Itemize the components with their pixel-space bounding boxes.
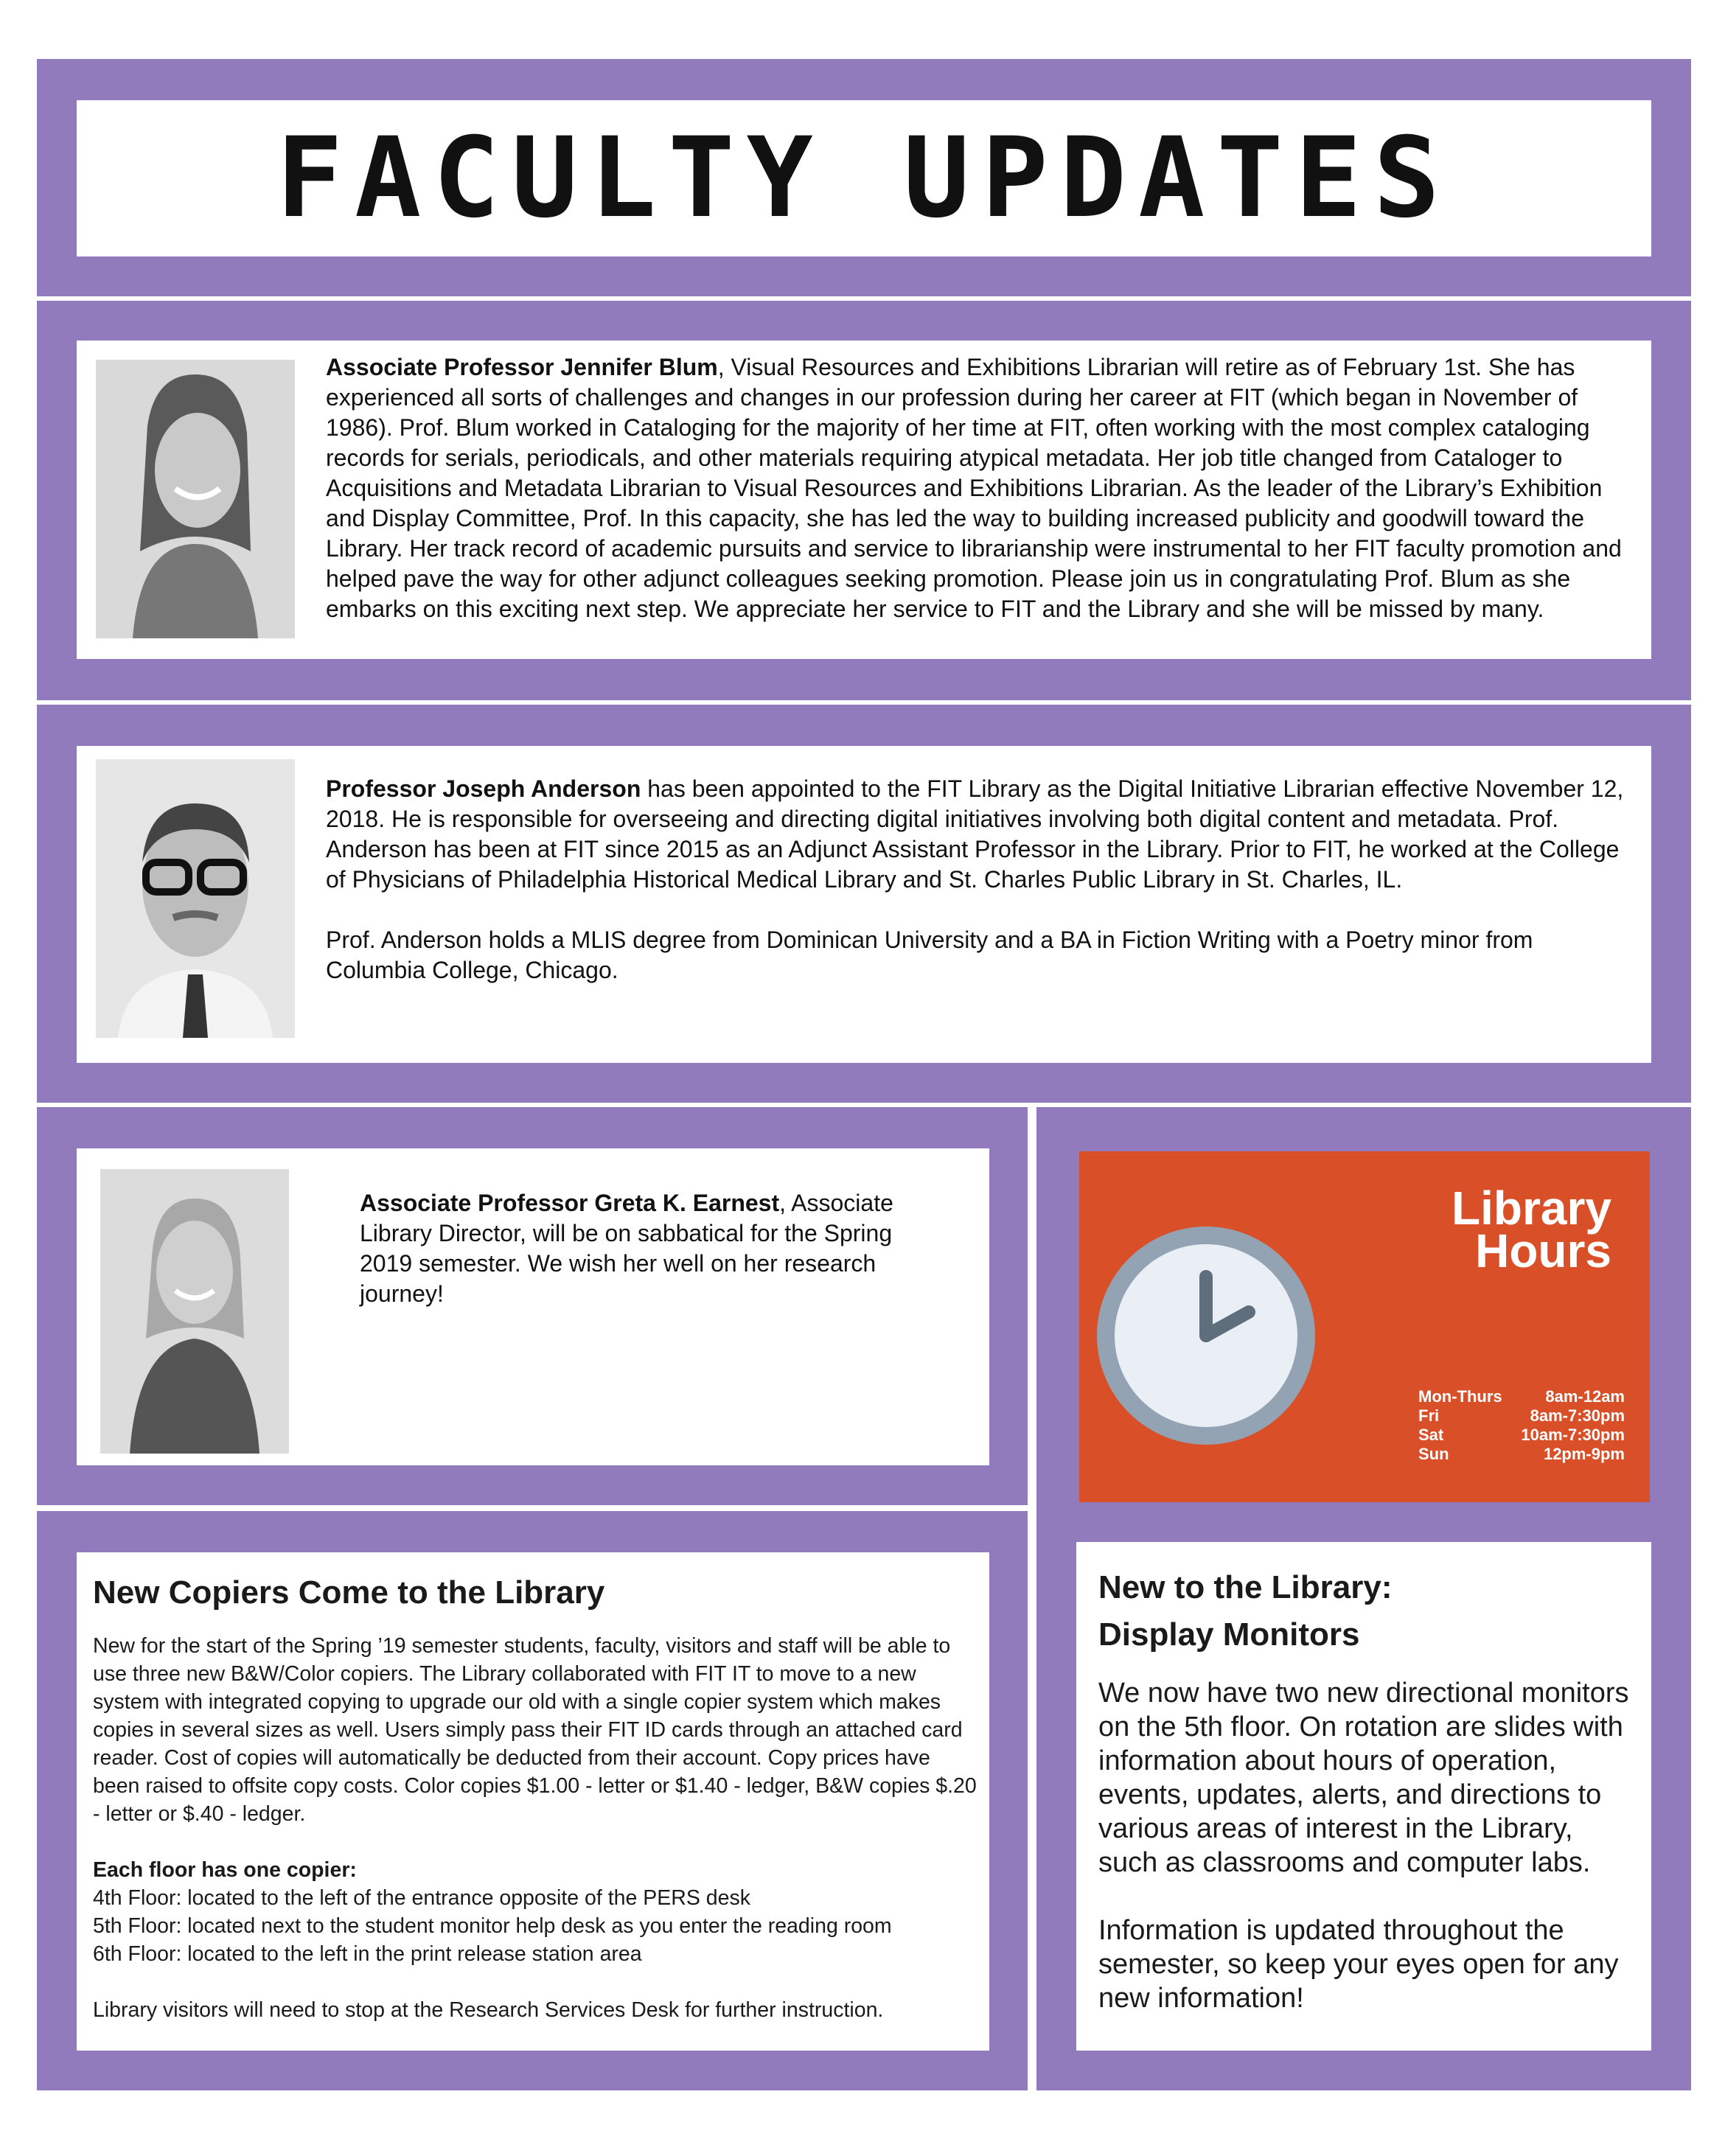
hours-table — [1418, 1387, 1625, 1464]
monitors-body — [1098, 1676, 1634, 2015]
hours-row: Sat 10am-7:30pm — [1418, 1426, 1625, 1444]
clock-icon — [1095, 1225, 1317, 1446]
blum-band — [37, 301, 1691, 700]
blum-text: , Visual Resources and Exhibitions Librarian will retire as of February 1st. She has experienced all sorts of challenges and changes in our profession during her career at FIT (which began in November of 1986). Prof. Blum worked in Cataloging for the majority of her time at FIT, often working with the most complex cataloging records for serials, periodicals, and other materials requiring atypical metadata. Her job title changed from Cataloger to Acquisitions and Metadata Librarian to Visual Resources and Exhibitions Librarian. As the leader of the Library’s Exhibition and Display Committee, Prof. In this capacity, she has led the way to building increased publicity and goodwill toward the Library. Her track record of academic pursuits and service to librarianship were instrumental to her FIT faculty promotion and helped pave the way for other adjunct colleagues seeking promotion. Please join us in congratulating Prof. Blum as she embarks on this exciting next step. We appreciate her service to FIT and the Library and she will be missed by many. — [326, 354, 1622, 622]
earnest-photo — [100, 1169, 289, 1454]
title-band — [37, 59, 1691, 296]
earnest-card — [77, 1148, 989, 1465]
hours-row: Sun 12pm-9pm — [1418, 1445, 1625, 1463]
copiers-body — [93, 1632, 978, 2024]
copiers-floor-4: 4th Floor: located to the left of the entrance opposite of the PERS desk — [93, 1886, 750, 1910]
earnest-bio — [360, 1188, 942, 1309]
anderson-text-2: Prof. Anderson holds a MLIS degree from Dominican University and a BA in Fiction Writing with a Poetry minor from Columbia College, Chicago. — [326, 927, 1533, 983]
earnest-band — [37, 1107, 1028, 1505]
anderson-card — [77, 746, 1651, 1063]
monitors-card — [1076, 1542, 1651, 2051]
monitors-para-2: Information is updated throughout the semester, so keep your eyes open for any new information! — [1098, 1915, 1619, 2014]
monitors-para-1: We now have two new directional monitors on the 5th floor. On rotation are slides with information about hours of operation, events, updates, alerts, and directions to various areas of interest in the Library, such as classrooms and computer labs. — [1098, 1678, 1629, 1878]
blum-photo — [96, 360, 295, 638]
monitors-heading: New to the Library: Display Monitors — [1098, 1569, 1393, 1653]
copiers-card — [77, 1552, 989, 2051]
earnest-name: Associate Professor Greta K. Earnest — [360, 1190, 780, 1216]
library-hours-graphic — [1079, 1151, 1650, 1502]
anderson-name: Professor Joseph Anderson — [326, 775, 641, 802]
hours-row: Fri 8am-7:30pm — [1418, 1406, 1625, 1425]
hours-band — [1036, 1107, 1691, 2090]
blum-card — [77, 341, 1651, 659]
copiers-floors-heading: Each floor has one copier: — [93, 1858, 357, 1882]
earnest-text: , Associate Library Director, will be on sabbatical for the Spring 2019 semester. We wish her well on her research journey! — [360, 1190, 893, 1307]
copiers-heading: New Copiers Come to the Library — [93, 1574, 605, 1611]
anderson-text-1: has been appointed to the FIT Library as the Digital Initiative Librarian effective November 12, 2018. He is responsible for overseeing and directing digital initiatives involving both digital content and metadata. Prof. Anderson has been at FIT since 2015 as an Adjunct Assistant Professor in the Library. Prior to FIT, he worked at the College of Physicians of Philadelphia Historical Medical Library and St. Charles Public Library in St. Charles, IL. — [326, 775, 1624, 893]
copiers-floor-6: 6th Floor: located to the left in the print release station area — [93, 1942, 642, 1966]
anderson-bio — [326, 774, 1638, 985]
copiers-intro: New for the start of the Spring ’19 semester students, faculty, visitors and staff will be able to use three new B&W/Color copiers. The Library collaborated with FIT IT to move to a new system with integrated copying to upgrade our old with a single copier system which makes copies in several sizes as well. Users simply pass their FIT ID cards through an attached card reader. Cost of copies will automatically be deducted from their account. Copy prices have been raised to offsite copy costs. Color copies $1.00 - letter or $1.40 - ledger, B&W copies $.20 - letter or $.40 - ledger. — [93, 1634, 977, 1826]
hours-row: Mon-Thurs 8am-12am — [1418, 1387, 1625, 1406]
blum-bio — [326, 352, 1638, 624]
copiers-footer: Library visitors will need to stop at the Research Services Desk for further instruction. — [93, 1998, 884, 2022]
blum-name: Associate Professor Jennifer Blum — [326, 354, 718, 380]
copiers-floor-5: 5th Floor: located next to the student monitor help desk as you enter the reading room — [93, 1914, 892, 1938]
anderson-band — [37, 705, 1691, 1103]
copiers-band — [37, 1511, 1028, 2090]
title-card — [77, 100, 1651, 257]
anderson-photo — [96, 759, 295, 1038]
hours-title: Library Hours — [1452, 1182, 1611, 1277]
page-title: FACULTY UPDATES — [276, 114, 1452, 243]
